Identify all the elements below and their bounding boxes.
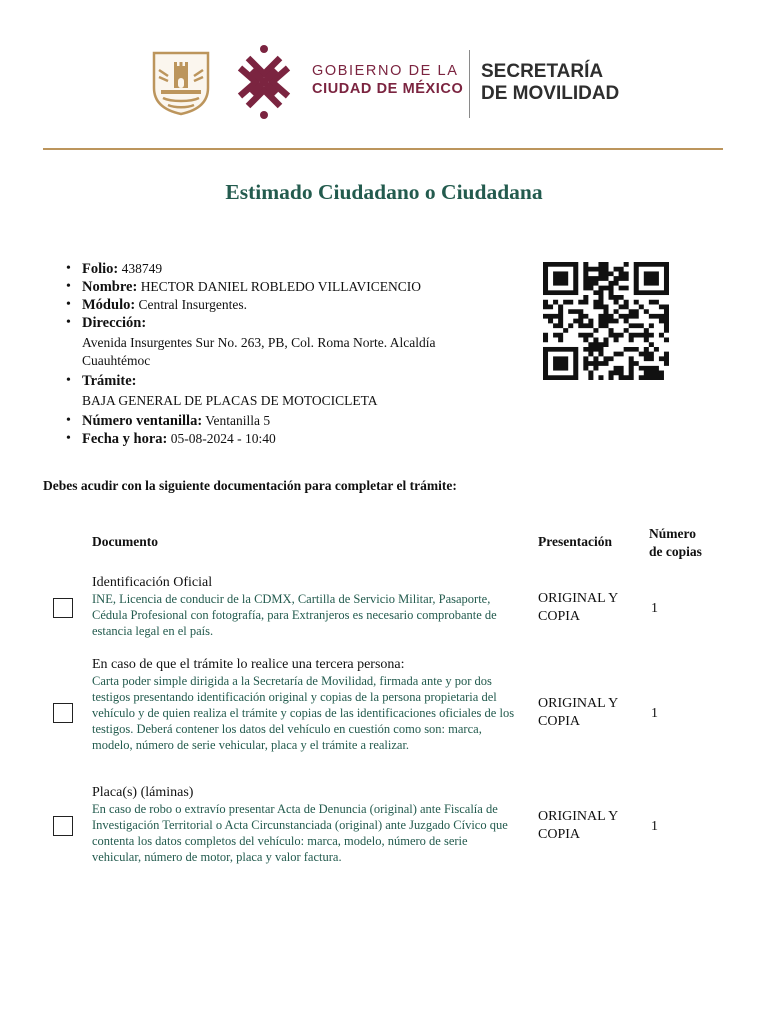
info-ventanilla: • Número ventanilla: Ventanilla 5	[66, 412, 536, 430]
checkbox-identificacion[interactable]	[53, 598, 73, 618]
presentacion-tercera-persona: ORIGINAL Y COPIA	[538, 696, 619, 729]
copias-placas: 1	[651, 819, 658, 834]
doc-row-placas: Placa(s) (láminas) En caso de robo o extravío presentar Acta de Denuncia (original) ante Fiscalía de Investigación Territorial o Acta Circunstanciada (original) ante Juzgado Cívico que contenta los datos completos del vehículo: marca, modelo, número de serie vehicular, número de motor, placa y valor factura.	[92, 785, 508, 864]
presentacion-identificacion: ORIGINAL Y COPIA	[538, 591, 619, 624]
info-folio: • Folio: 438749	[66, 260, 536, 278]
checkbox-placas[interactable]	[53, 816, 73, 836]
info-direccion: • Dirección:	[66, 314, 536, 332]
info-direccion-value: Avenida Insurgentes Sur No. 263, PB, Col. Roma Norte. Alcaldía Cuauhtémoc	[82, 335, 436, 368]
copias-identificacion: 1	[651, 601, 658, 616]
info-fecha: • Fecha y hora: 05-08-2024 - 10:40	[66, 430, 536, 448]
header-divider	[469, 50, 470, 118]
qr-finder-pattern	[543, 262, 578, 295]
qr-code	[543, 262, 669, 380]
doc-row-identificacion: Identificación Oficial INE, Licencia de conducir de la CDMX, Cartilla de Servicio Militar, Pasaporte, Cédula Profesional con fotografía, para Extranjeros es necesario comprobante de estancia legal en el país.	[92, 575, 497, 638]
appointment-info	[66, 260, 536, 448]
info-tramite-value: BAJA GENERAL DE PLACAS DE MOTOCICLETA	[82, 393, 378, 408]
gobierno-line-1: GOBIERNO DE LA	[312, 63, 459, 79]
copias-tercera-persona: 1	[651, 706, 658, 721]
doc-row-tercera-persona: En caso de que el trámite lo realice una tercera persona: Carta poder simple dirigida a la Secretaría de Movilidad, firmada ante y por dos testigos presentando identificación original y copias de la persona propietaria del vehículo y de quien realiza el trámite y copias de las identificaciones oficiales de los testigos. Deberá contener los datos del vehículo en cuestión como son: marca, modelo, número de serie vehicular, placa y el trámite a realizar.	[92, 657, 515, 752]
col-header-presentacion: Presentación	[538, 534, 612, 549]
presentacion-placas: ORIGINAL Y COPIA	[538, 809, 619, 842]
secretaria-line-2: DE MOVILIDAD	[481, 83, 620, 104]
qr-finder-pattern	[634, 262, 669, 295]
page-title: Estimado Ciudadano o Ciudadana	[225, 180, 543, 204]
secretaria-line-1: SECRETARÍA	[481, 61, 604, 82]
info-tramite: • Trámite:	[66, 372, 536, 390]
checkbox-tercera-persona[interactable]	[53, 703, 73, 723]
gobierno-line-2: CIUDAD DE MÉXICO	[312, 81, 464, 97]
col-header-documento: Documento	[92, 534, 158, 549]
header-rule	[43, 148, 723, 150]
info-modulo: • Módulo: Central Insurgentes.	[66, 296, 536, 314]
cdmx-coat-of-arms-logo	[151, 50, 211, 116]
qr-finder-pattern	[543, 347, 578, 380]
documentation-lead: Debes acudir con la siguiente documentación para completar el trámite:	[43, 478, 457, 493]
col-header-copias: Número de copias	[649, 526, 702, 559]
info-nombre: • Nombre: HECTOR DANIEL ROBLEDO VILLAVICENCIO	[66, 278, 536, 296]
cdmx-government-emblem	[232, 44, 296, 120]
